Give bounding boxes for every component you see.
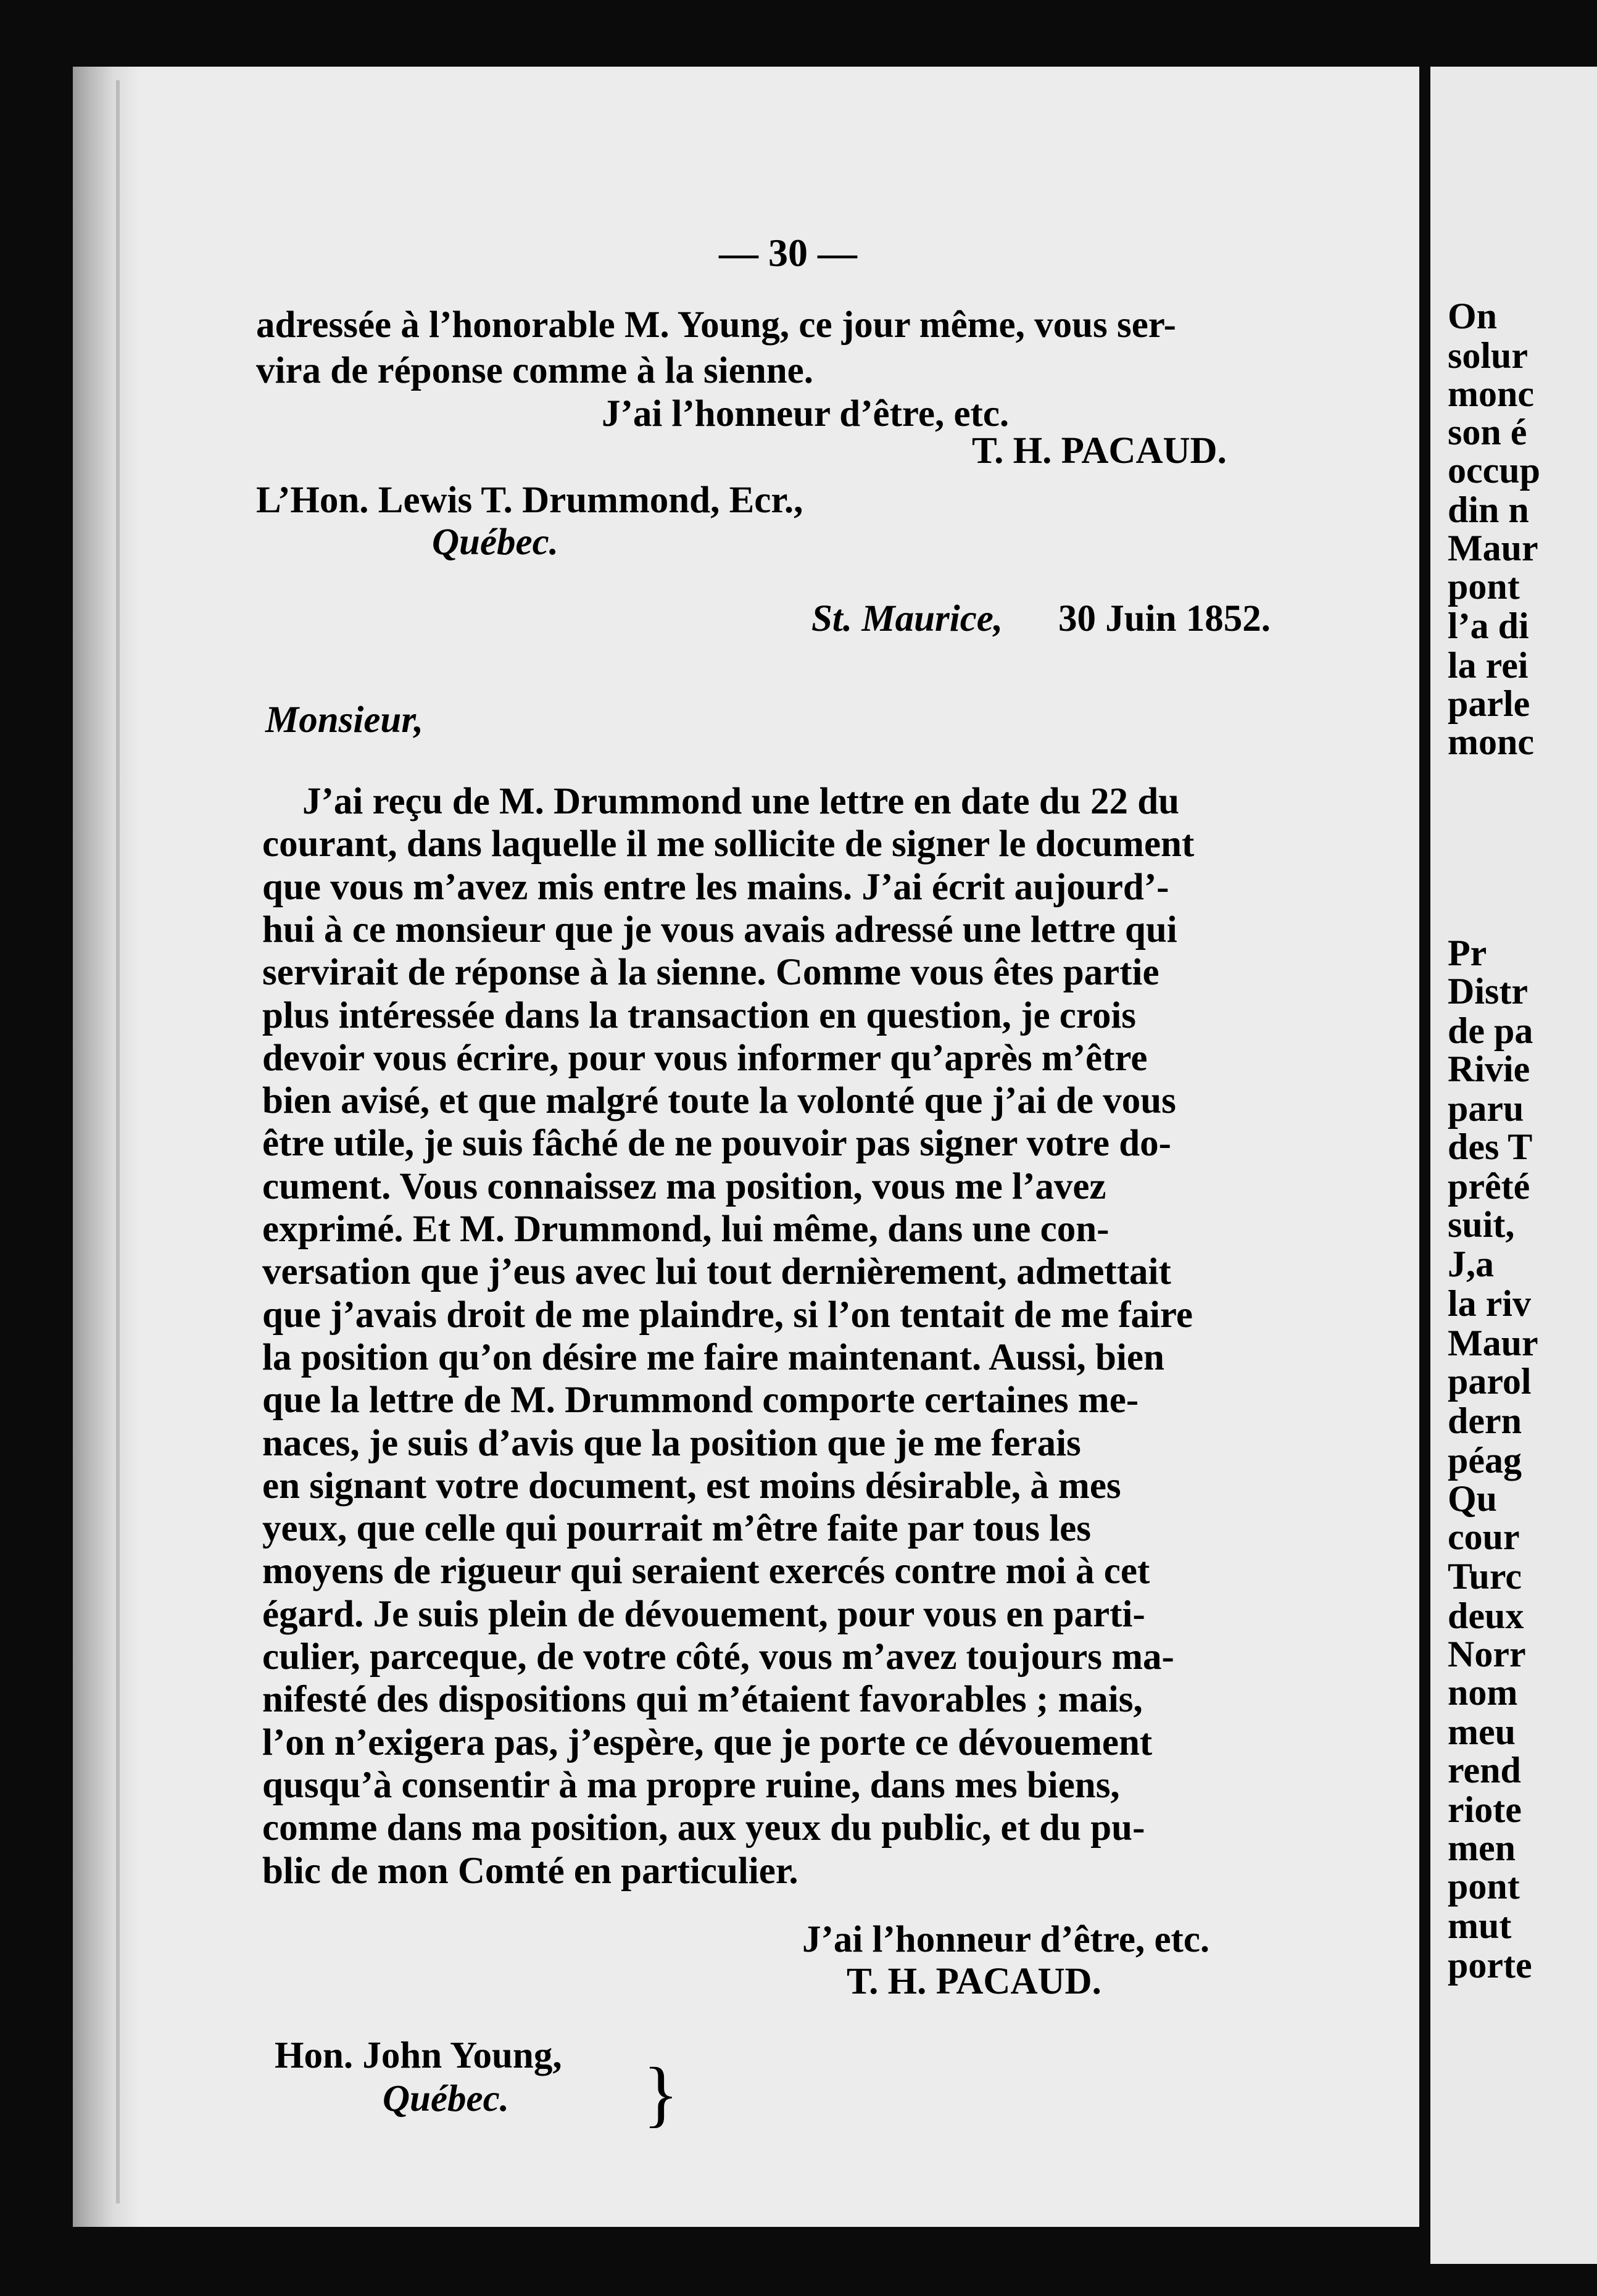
facing-page-line: Maur	[1448, 528, 1538, 568]
letter-body-line: en signant votre document, est moins désirable, à mes	[262, 1465, 1121, 1507]
spine-line	[116, 80, 120, 2203]
facing-page-line: Pr	[1448, 933, 1487, 973]
letter-body-line: courant, dans laquelle il me sollicite de signer le document	[262, 823, 1195, 865]
facing-page-line: suit,	[1448, 1204, 1515, 1245]
letter-body-line: comme dans ma position, aux yeux du public, et du pu-	[262, 1807, 1145, 1849]
addressee-1-name: L’Hon. Lewis T. Drummond, Ecr.,	[256, 480, 803, 521]
opening-line-1: adressée à l’honorable M. Young, ce jour même, vous ser-	[256, 304, 1176, 346]
letter-body-line: plus intéressée dans la transaction en question, je crois	[262, 995, 1137, 1036]
signature-2: T. H. PACAUD.	[847, 1961, 1101, 2002]
signature-1: T. H. PACAUD.	[972, 430, 1227, 472]
facing-page-line: men	[1448, 1828, 1516, 1868]
letter-body-line: l’on n’exigera pas, j’espère, que je porte ce dévouement	[262, 1722, 1153, 1763]
facing-page-line: din n	[1448, 489, 1529, 530]
letter-body-line: la position qu’on désire me faire maintenant. Aussi, bien	[262, 1337, 1164, 1378]
facing-page-line: dern	[1448, 1400, 1522, 1441]
facing-page-line: des T	[1448, 1126, 1533, 1167]
facing-page-line: On	[1448, 296, 1498, 336]
facing-page-line: parle	[1448, 683, 1530, 724]
letter-body-line: nifesté des dispositions qui m’étaient favorables ; mais,	[262, 1679, 1143, 1720]
facing-page-line: porte	[1448, 1945, 1532, 1986]
facing-page-line: Turc	[1448, 1556, 1522, 1597]
facing-page-line: mut	[1448, 1905, 1512, 1946]
letter-body-line: naces, je suis d’avis que la position que je me ferais	[262, 1423, 1081, 1464]
page-gutter-shadow	[73, 67, 141, 2227]
facing-page-line: nom	[1448, 1672, 1518, 1713]
letter-body-line: J’ai reçu de M. Drummond une lettre en date du 22 du	[302, 781, 1180, 822]
letter-body-line: être utile, je suis fâché de ne pouvoir pas signer votre do-	[262, 1123, 1171, 1164]
letter-body-line: que la lettre de M. Drummond comporte certaines me-	[262, 1379, 1139, 1421]
facing-page-line: monc	[1448, 722, 1534, 762]
facing-page-line: occup	[1448, 450, 1540, 491]
facing-page-line: pont	[1448, 1866, 1520, 1907]
letter-body-line: servirait de réponse à la sienne. Comme vous êtes partie	[262, 952, 1159, 993]
facing-page-line: l’a di	[1448, 605, 1529, 646]
closing-1: J’ai l’honneur d’être, etc.	[602, 393, 1010, 435]
letter-body-line: cument. Vous connaissez ma position, vous me l’avez	[262, 1166, 1106, 1207]
facing-page-line: Rivie	[1448, 1049, 1530, 1089]
facing-page	[1430, 67, 1597, 2264]
facing-page-line: son é	[1448, 412, 1527, 452]
facing-page-line: péag	[1448, 1440, 1522, 1481]
dateline-place: St. Maurice,	[811, 598, 1003, 639]
letter-body-line: hui à ce monsieur que je vous avais adressé une lettre qui	[262, 909, 1177, 950]
letter-body-line: blic de mon Comté en particulier.	[262, 1850, 798, 1892]
facing-page-line: Distr	[1448, 971, 1528, 1012]
page-number: — 30 —	[719, 231, 857, 275]
addressee-2-name: Hon. John Young,	[275, 2035, 562, 2076]
letter-body-line: bien avisé, et que malgré toute la volonté que j’ai de vous	[262, 1080, 1176, 1121]
facing-page-line: monc	[1448, 373, 1534, 414]
facing-page-line: J,a	[1448, 1244, 1494, 1284]
letter-body-line: yeux, que celle qui pourrait m’être faite par tous les	[262, 1508, 1091, 1549]
facing-page-line: prêté	[1448, 1166, 1530, 1207]
letter-body-line: qusqu’à consentir à ma propre ruine, dans mes biens,	[262, 1765, 1120, 1806]
letter-body-line: versation que j’eus avec lui tout dernièrement, admettait	[262, 1251, 1171, 1292]
facing-page-line: meu	[1448, 1712, 1516, 1752]
facing-page-line: cour	[1448, 1516, 1520, 1557]
letter-body-line: exprimé. Et M. Drummond, lui même, dans une con-	[262, 1208, 1110, 1250]
letter-body-line: que vous m’avez mis entre les mains. J’ai écrit aujourd’-	[262, 867, 1169, 908]
closing-2: J’ai l’honneur d’être, etc.	[802, 1919, 1210, 1960]
letter-body-line: moyens de rigueur qui seraient exercés contre moi à cet	[262, 1550, 1150, 1592]
facing-page-line: riote	[1448, 1789, 1522, 1830]
letter-body-line: que j’avais droit de me plaindre, si l’on tentait de me faire	[262, 1294, 1193, 1336]
facing-page-line: rend	[1448, 1750, 1521, 1791]
facing-page-line: paru	[1448, 1088, 1524, 1129]
opening-line-2: vira de réponse comme à la sienne.	[256, 350, 813, 391]
facing-page-line: Norr	[1448, 1634, 1526, 1674]
letter-body-line: égard. Je suis plein de dévouement, pour vous en parti-	[262, 1594, 1145, 1635]
dateline-date: 30 Juin 1852.	[1058, 598, 1271, 639]
facing-page-line: de pa	[1448, 1010, 1533, 1051]
facing-page-line: pont	[1448, 566, 1520, 607]
salutation: Monsieur,	[265, 699, 423, 741]
letter-body-line: devoir vous écrire, pour vous informer qu’après m’être	[262, 1038, 1148, 1079]
facing-page-line: solur	[1448, 335, 1529, 376]
facing-page-line: deux	[1448, 1595, 1524, 1636]
facing-page-line: Maur	[1448, 1323, 1538, 1363]
facing-page-line: la riv	[1448, 1283, 1531, 1324]
addressee-2-place: Québec.	[383, 2078, 509, 2119]
facing-page-line: Qu	[1448, 1478, 1498, 1519]
letter-body-line: culier, parceque, de votre côté, vous m’avez toujours ma-	[262, 1636, 1174, 1678]
facing-page-line: la rei	[1448, 645, 1529, 686]
addressee-brace: }	[643, 2052, 679, 2134]
addressee-1-place: Québec.	[432, 522, 558, 563]
facing-page-line: parol	[1448, 1361, 1532, 1402]
